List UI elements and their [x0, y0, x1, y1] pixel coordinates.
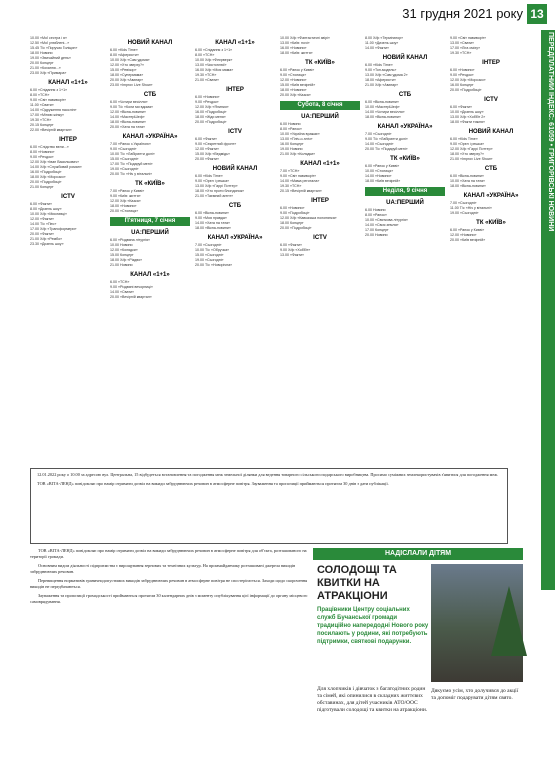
program-line: 8.00 «ТСН» — [30, 93, 50, 97]
article-rubric: НАДІСЛАЛИ ДІТЯМ — [313, 548, 523, 560]
announcement-paragraph: Перевищення нормативів граничнодопустимих викидів забруднюючих речовин в атмосферне повітря не спостерігається. Заходи щодо скорочення викидів не передбачаються. — [30, 578, 308, 589]
program-line: 8.00 «Дизель шоу» — [30, 207, 62, 211]
issue-date: 31 грудня 2021 року — [402, 6, 523, 21]
program-line: 20.00 Т/с «Подаруй мені» — [365, 147, 408, 151]
program-line: 20.00 «Столиця» — [110, 209, 139, 213]
channel-heading: ТК «КИЇВ» — [390, 156, 420, 162]
program-line: 9.00 «Моя правда» — [195, 216, 227, 220]
program-line: 21.00 «Свати» — [195, 78, 220, 82]
schedule-column-5 — [365, 36, 445, 466]
program-line: 20.00 «Подробиці» — [30, 180, 62, 184]
program-line: 11.00 «Дизель шоу» — [365, 41, 399, 45]
day-heading: Субота, 8 січня — [280, 101, 360, 110]
program-line: 6.00 «Новини» — [280, 206, 305, 210]
program-line: 7.00 «Сьогодні» — [450, 201, 477, 205]
program-line: 20.00 Т/с «Ніч у вітальні» — [110, 172, 153, 176]
channel-heading: UA:ПЕРШИЙ — [386, 200, 424, 206]
channel-heading: КАНАЛ «УКРАЇНА» — [377, 124, 433, 130]
article-photo — [431, 564, 523, 682]
channel-heading: КАНАЛ «1+1» — [130, 272, 170, 278]
program-line: 13.00 Х/ф «Сам удома 2» — [365, 73, 408, 77]
program-line: 19.00 «Сьогодні» — [110, 167, 139, 171]
program-line: 10.00 «МастерШеф» — [365, 105, 400, 109]
program-line: 10.00 «Україна вражає» — [280, 132, 320, 136]
program-line: 13.00 «Київ: ночі» — [280, 41, 310, 45]
program-line: 6.00 «Kids Time» — [110, 48, 138, 52]
program-line: 20.00 Концерт — [30, 61, 54, 65]
channel-heading: ТК «КИЇВ» — [476, 220, 506, 226]
program-line: 21.00 Новини — [110, 263, 133, 267]
program-line: 8.00 Х/ф «Термінатор» — [365, 36, 404, 40]
channel-heading: КАНАЛ «1+1» — [48, 80, 88, 86]
program-line: 9.00 «Орел і решка» — [450, 142, 485, 146]
program-line: 12.00 Х/ф «Іван Васильович» — [30, 160, 80, 164]
schedule-column-2 — [110, 36, 190, 466]
program-line: 9.00 «Речдок» — [195, 100, 219, 104]
program-line: 18.00 «Жди меня» — [195, 115, 226, 119]
program-line: 6.00 «Ранок у Києві» — [450, 228, 485, 232]
program-line: 12.00 «Колядки» — [110, 248, 138, 252]
program-line: 16.00 «Подробиці» — [30, 170, 62, 174]
program-line: 12.00 Х/ф «Гаррі Поттер» — [450, 147, 493, 151]
program-line: 10.00 «Столиця» — [365, 169, 394, 173]
program-line: 15.00 «Сьогодні» — [110, 157, 139, 161]
program-line: 14.00 «Свати» — [110, 290, 135, 294]
program-line: 17.00 «Ліга сміху» — [450, 46, 481, 50]
tv-schedule — [30, 36, 535, 466]
program-line: 18.00 «Факти тижня» — [450, 120, 485, 124]
program-line: 10.00 Х/ф «Сам удома» — [110, 58, 150, 62]
program-line: 13.00 «Свати» — [450, 41, 475, 45]
program-line: 6.00 «Чотири весілля» — [110, 100, 148, 104]
program-line: 20.00 «Подробиці» — [280, 226, 312, 230]
channel-heading: UA:ПЕРШИЙ — [131, 230, 169, 236]
program-line: 21.00 «Кохання...» — [30, 66, 61, 70]
program-line: 15.00 «Ревізор» — [110, 68, 137, 72]
program-line: 11.00 «Свати» — [30, 103, 54, 107]
program-line: 21.00 «Таємний агент» — [195, 194, 234, 198]
program-line: 13.00 «Чистоплюї» — [195, 63, 227, 67]
program-line: 19.00 Новини — [280, 147, 303, 151]
program-line: 8.00 «Ранок» — [280, 127, 302, 131]
program-line: 6.00 «ТСН» — [110, 280, 130, 284]
program-line: 9.00 «Подробиці» — [280, 211, 310, 215]
photo-caption: Дякуємо усім, хто долучився до акції та допоміг подарувати дітям свято. — [431, 688, 519, 701]
program-line: 14.00 «Факти» — [365, 46, 389, 50]
program-line: 14.00 «Сьогодні» — [365, 142, 394, 146]
notice-paragraph: ТОВ «ВІТА-ЛЕНД» повідомляє про намір отримати дозвіл на викиди забруднюючих речовин в атмосферне повітря. Зауваження та пропозиції приймаються протягом 30 днів з дати публікації. — [37, 481, 389, 486]
channel-heading: КАНАЛ «1+1» — [300, 161, 340, 167]
program-line: 12.00 «Вікна-новини» — [110, 110, 146, 114]
program-line: 12.00 «Хто зверху?» — [110, 63, 145, 67]
program-line: 15.45 Т/с «Поручик Голіцин» — [30, 46, 78, 50]
channel-heading: ІНТЕР — [59, 137, 77, 143]
program-line: 19.30 «ТСН» — [195, 73, 217, 77]
channel-heading: КАНАЛ «1+1» — [215, 40, 255, 46]
channel-heading: ICTV — [313, 235, 327, 241]
channel-heading: ICTV — [228, 129, 242, 135]
program-line: 14.00 «МастерШеф» — [110, 115, 145, 119]
program-line: 9.00 «Різдвяні вечорниці» — [110, 285, 153, 289]
program-line: 10.00 Т/с «Лабіринти долі» — [110, 152, 155, 156]
channel-heading: СТБ — [398, 92, 412, 98]
program-line: 7.00 «Ранок у Києві» — [110, 189, 145, 193]
program-line: 6.00 «Факти» — [30, 202, 52, 206]
program-line: 14.00 «Чотири весілля» — [365, 110, 405, 114]
program-line: 20.00 «Факти» — [195, 157, 219, 161]
program-line: 19.00 «Сьогодні» — [450, 211, 479, 215]
program-line: 13.00 «Факти» — [280, 253, 304, 257]
program-line: 20.00 «Хата на тата» — [110, 125, 146, 129]
program-line: 18.00 «Вікна-новини» — [450, 184, 486, 188]
program-line: 21.00 Х/ф «Колядки» — [280, 152, 316, 156]
program-line: 18.00 Новини — [30, 51, 53, 55]
program-line: 6.00 «Снідання з 1+1» — [30, 88, 68, 92]
program-line: 14.00 «Хата на тата» — [195, 221, 231, 225]
program-line: 18.00 «Новини» — [280, 88, 307, 92]
program-line: 23.30 «Дизель шоу» — [30, 242, 64, 246]
program-line: 20.00 «Подробиці» — [450, 88, 482, 92]
channel-heading: ІНТЕР — [226, 87, 244, 93]
program-line: 6.00 «Новини» — [450, 68, 475, 72]
program-line: 16.00 Х/ф «Моя мама» — [195, 68, 234, 72]
program-line: 12.00 Х/ф «Ялинки» — [195, 105, 229, 109]
program-line: 10.00 Х/ф «Феєрверк» — [195, 58, 233, 62]
program-line: 15.00 «Київ вечірній» — [280, 83, 316, 87]
program-line: 12.50 «Мої улюблені...» — [30, 41, 70, 45]
channel-heading: СТБ — [228, 203, 242, 209]
program-line: 12.00 «Факти» — [30, 217, 54, 221]
channel-heading: НОВИЙ КАНАЛ — [468, 129, 514, 135]
program-line: 12.00 «Факти» — [195, 147, 219, 151]
program-line: 6.00 «Різдвяна літургія» — [110, 238, 151, 242]
sidebar-text: ПЕРЕДПЛАТНИЙ ІНДЕКС: 61059 • ГРИГОРІВСЬКІ НОВИНИ — [547, 32, 554, 232]
program-line: 21.00 «Improv Live Show» — [450, 157, 493, 161]
program-line: 17.00 «Міняю жінку» — [30, 113, 65, 117]
channel-heading: КАНАЛ «УКРАЇНА» — [463, 193, 519, 199]
schedule-column-4 — [280, 36, 360, 466]
program-line: 20.00 «Київ вечірній» — [450, 238, 486, 242]
program-line: 21.00 Х/ф «Аватар» — [365, 83, 399, 87]
program-line: 17.00 Х/ф «Трансформери» — [30, 227, 77, 231]
program-line: 8.00 «ТСН» — [195, 53, 215, 57]
article-lead: Працівники Центру соціальних служб Бучанської громади традиційно напередодні Нового року посилають у родини, які потребують підтримки, святкові подарунки. — [317, 607, 429, 645]
program-line: 20.15 «Вечірній квартал» — [280, 189, 322, 193]
program-line: 15.00 Х/ф «Ведмідь» — [195, 152, 230, 156]
program-line: 6.00 «Вікна-новини» — [195, 211, 229, 215]
program-line: 18.00 «Супермама» — [110, 73, 144, 77]
article-title: СОЛОДОЩІ ТА КВИТКИ НА АТРАКЦІОНИ — [317, 564, 397, 602]
program-line: 15.00 «Сьогодні» — [195, 253, 224, 257]
program-line: 20.00 «Факти» — [30, 232, 54, 236]
program-line: 6.00 «Вікна-новини» — [365, 100, 399, 104]
program-line: 18.00 Концерт — [280, 221, 304, 225]
announcement-paragraph: ТОВ «ВІТА-ЛЕНД» повідомляє про намір отримати дозвіл на викиди забруднюючих речовин в атмосферне повітря для об'єкта, розташованого на території громади. — [30, 548, 307, 559]
channel-heading: ICTV — [484, 97, 498, 103]
schedule-column-6 — [450, 36, 532, 466]
program-line: 14.00 Х/ф «Службовий роман» — [30, 165, 82, 169]
program-line: 9.00 «Світ навиворіт» — [30, 98, 67, 102]
program-line: 9.00 «Речдок» — [30, 155, 54, 159]
page-header — [0, 0, 555, 34]
day-heading: Неділя, 9 січня — [365, 187, 445, 196]
article-text: Для хлопчиків і дівчаток з багатодітних родин та сімей, які опинилися в складних життєвих обставинах, для дітей учасників АТО/ООС підготували солодощі та квитки на атракціони. — [317, 686, 428, 713]
channel-heading: ІНТЕР — [482, 60, 500, 66]
day-heading: П'ятниця, 7 січня — [110, 217, 190, 226]
program-line: 10.00 Т/с «Обручка» — [195, 248, 230, 252]
program-line: 7.00 «Сьогодні» — [195, 243, 222, 247]
program-line: 12.00 Х/ф «Казка» — [110, 199, 141, 203]
notice-paragraph: 12.01.2022 року о 10.00 за адресою вул. Центральна, 15 відбудеться встановлення та погодження меж земельної ділянки для ведення товарного сільськогосподарського виробництва. Просимо суміжних землекористувачів з'явитися для погодження меж. — [37, 472, 499, 477]
program-line: 6.00 «Факти» — [280, 243, 302, 247]
program-line: 6.00 Новини — [280, 122, 301, 126]
channel-heading: ТК «КИЇВ» — [305, 60, 335, 66]
program-line: 18.00 «Хто зверху?» — [450, 152, 485, 156]
channel-heading: НОВИЙ КАНАЛ — [212, 166, 258, 172]
program-line: 9.00 «Світ навиворіт» — [280, 174, 317, 178]
program-line: 19.30 «ТСН» — [450, 51, 472, 55]
program-line: 10.00 «Хата на тата» — [450, 179, 486, 183]
program-line: 17.00 Т/с «Подаруй мені» — [110, 162, 153, 166]
program-line: 18.00 «Вікна-новини» — [195, 226, 231, 230]
program-line: 19.30 «ТСН» — [30, 118, 52, 122]
program-line: 6.00 «Kids Time» — [365, 63, 393, 67]
channel-heading: UA:ПЕРШИЙ — [301, 114, 339, 120]
channel-heading: НОВИЙ КАНАЛ — [127, 40, 173, 46]
program-line: 10.00 «Мої сестра і я» — [30, 36, 67, 40]
announcement-paragraph: Зауваження та пропозиції громадськості приймаються протягом 30 календарних днів з моменту опублікування цієї інформації до органу місцевого самоврядування. — [30, 593, 308, 604]
program-line: 12.00 Х/ф «Морозко» — [450, 78, 486, 82]
program-line: 18.00 «Хто проти блондинок» — [195, 189, 245, 193]
program-line: 14.00 «Своя земля» — [365, 223, 399, 227]
channel-heading: КАНАЛ «УКРАЇНА» — [122, 134, 178, 140]
program-line: 7.00 «Сьогодні» — [365, 132, 392, 136]
program-line: 14.00 «Новини» — [365, 174, 392, 178]
program-line: 13.00 «Пліч-о-пліч» — [280, 137, 313, 141]
program-line: 7.00 «ТСН» — [280, 169, 300, 173]
program-line: 11.00 Т/с «Ніч у вітальні» — [450, 206, 492, 210]
announcement-paragraph: Основним видом діяльності підприємства є вирощування зернових та технічних культур. На проммайданчику розташовані джерела викидів забруднюючих речовин. — [30, 563, 296, 574]
program-line: 6.00 «Kids Time» — [195, 174, 223, 178]
program-line: 14.00 «Мама реготала» — [280, 179, 320, 183]
program-line: 21.00 Концерт — [30, 185, 54, 189]
program-line: 19.00 «Звичайний день» — [30, 56, 71, 60]
program-line: 18.00 «Аферисти» — [365, 78, 396, 82]
program-line: 6.00 «Слідство вели...» — [30, 145, 69, 149]
program-line: 18.00 «Вікна-новини» — [110, 120, 146, 124]
program-line: 9.00 «Столиця» — [280, 73, 307, 77]
program-line: 6.00 «Вікна-новини» — [450, 174, 484, 178]
schedule-column-3 — [195, 36, 275, 466]
program-line: 9.00 Х/ф «Хоббіт» — [280, 248, 311, 252]
program-line: 9.00 «Світ навиворіт» — [450, 36, 487, 40]
program-line: 9.00 «Топ-модель» — [365, 68, 397, 72]
program-line: 20.00 Х/ф «Казка» — [280, 93, 311, 97]
legal-notice-box — [30, 468, 508, 544]
program-line: 9.00 «Речдок» — [450, 73, 474, 77]
program-line: 13.00 Х/ф «Хоббіт 2» — [450, 115, 486, 119]
program-line: 7.00 «Ранок з Україною» — [110, 142, 151, 146]
page-number: 13 — [527, 4, 547, 24]
program-line: 9.00 «Київ: життя» — [110, 194, 141, 198]
program-line: 10.00 «Святкова літургія» — [365, 218, 408, 222]
channel-heading: ІНТЕР — [311, 198, 329, 204]
program-line: 8.00 «Аферисти» — [110, 53, 139, 57]
article-block — [313, 548, 523, 760]
program-line: 13.00 Х/ф «Гаррі Поттер» — [195, 184, 238, 188]
program-line: 16.00 Концерт — [450, 83, 474, 87]
program-line: 6.00 Новини — [365, 208, 386, 212]
channel-heading: СТБ — [143, 92, 157, 98]
program-line: 23.00 «Improv Live Show» — [110, 83, 153, 87]
program-line: 9.00 Т/с «Коли ми вдома» — [110, 105, 154, 109]
announcement-text — [30, 548, 308, 758]
program-line: 18.00 «Київ: життя» — [280, 51, 313, 55]
program-line: 6.00 «Новини» — [195, 95, 220, 99]
program-line: 9.00 Т/с «Лабіринти долі» — [365, 137, 408, 141]
program-line: 18.00 Х/ф «Різдво» — [110, 258, 143, 262]
program-line: 6.00 «Kids Time» — [450, 137, 478, 141]
program-line: 6.00 «Ранок у Києві» — [365, 164, 400, 168]
program-line: 15.00 Концерт — [110, 253, 134, 257]
program-line: 8.00 «Ранок» — [365, 213, 387, 217]
program-line: 9.00 «Сьогодні» — [110, 147, 137, 151]
program-line: 6.00 «Снідання з 1+1» — [195, 48, 233, 52]
program-line: 6.00 «Факти» — [450, 105, 472, 109]
program-line: 16.00 Концерт — [280, 142, 304, 146]
program-line: 20.00 «Подробиці» — [195, 120, 227, 124]
program-line: 23.00 Х/ф «Примара» — [30, 71, 67, 75]
program-line: 20.00 Х/ф «Аватар» — [110, 78, 144, 82]
program-line: 10.00 «Дизель шоу» — [450, 110, 484, 114]
channel-heading: КАНАЛ «УКРАЇНА» — [207, 235, 263, 241]
sidebar-strip — [541, 30, 555, 590]
program-line: 10.00 Х/ф «Фантастичні звірі» — [280, 36, 330, 40]
program-line: 20.00 «Вечірній квартал» — [110, 295, 152, 299]
program-line: 9.00 «Секретний фронт» — [195, 142, 237, 146]
program-line: 14.00 Т/с «Пес» — [30, 222, 57, 226]
program-line: 10.00 Новини — [110, 243, 133, 247]
program-line: 17.00 Концерт — [365, 228, 389, 232]
program-line: 10.00 Х/ф «Мисливці» — [30, 212, 68, 216]
christmas-tree-icon — [491, 586, 527, 656]
program-line: 22.00 «Вечірній квартал» — [30, 128, 72, 132]
program-line: 14.00 «Одруження наосліп» — [30, 108, 77, 112]
program-line: 6.00 «Ранок у Києві» — [280, 68, 315, 72]
program-line: 20.00 Новини — [365, 233, 388, 237]
channel-heading: СТБ — [484, 166, 498, 172]
program-line: 9.00 «Орел і решка» — [195, 179, 230, 183]
program-line: 12.00 «Новини» — [280, 78, 307, 82]
program-line: 12.00 Х/ф «Кавказька полонянка» — [280, 216, 337, 220]
program-line: 18.00 «Новини» — [110, 204, 137, 208]
schedule-column-1 — [30, 36, 106, 466]
program-line: 6.00 «Факти» — [195, 137, 217, 141]
channel-heading: НОВИЙ КАНАЛ — [382, 55, 428, 61]
program-line: 18.00 «Київ вечірній» — [365, 179, 401, 183]
channel-heading: ICTV — [61, 194, 75, 200]
program-line: 8.00 «Новини» — [30, 150, 55, 154]
program-line: 19.00 «Сьогодні» — [195, 258, 224, 262]
program-line: 18.00 Х/ф «Морозко» — [30, 175, 66, 179]
program-line: 20.00 Т/с «Новорічна» — [195, 263, 233, 267]
program-line: 16.00 «Новини» — [280, 46, 307, 50]
channel-heading: ТК «КИЇВ» — [135, 181, 165, 187]
program-line: 18.00 «Вікна-новини» — [365, 115, 401, 119]
program-line: 20.15 Концерт — [30, 123, 54, 127]
program-line: 12.00 «Новини» — [450, 233, 477, 237]
program-line: 16.00 «Подробиці» — [195, 110, 227, 114]
program-line: 19.30 «ТСН» — [280, 184, 302, 188]
program-line: 21.00 Х/ф «Рембо» — [30, 237, 63, 241]
